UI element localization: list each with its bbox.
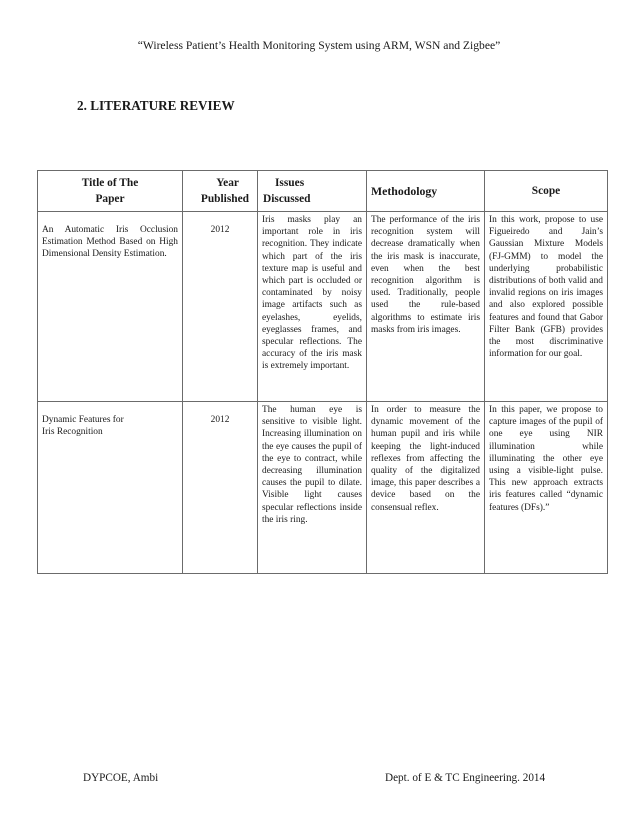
literature-review-table: [37, 170, 608, 574]
running-header: “Wireless Patient’s Health Monitoring System using ARM, WSN and Zigbee”: [137, 39, 501, 52]
col-header-issues: Issues Discussed: [258, 171, 367, 212]
table-row: [38, 402, 608, 574]
section-heading: 2. LITERATURE REVIEW: [77, 98, 235, 113]
cell-title: An Automatic Iris Occlusion Estimation Method Based on High Dimensional Density Estimation.: [38, 212, 183, 402]
footer-left: DYPCOE, Ambi: [83, 772, 159, 784]
cell-year: 2012: [183, 212, 258, 402]
footer-right: Dept. of E & TC Engineering. 2014: [385, 772, 546, 784]
cell-scope: In this paper, we propose to capture images of the pupil of one eye using NIR illumination while illuminating the other eye using a visible-light pulse. This new approach extracts iris features called “dynamic features (DFs).”: [485, 402, 608, 574]
table-row: [38, 212, 608, 402]
cell-title: Dynamic Features for Iris Recognition: [38, 402, 183, 574]
cell-methodology: The performance of the iris recognition system will decrease dramatically when the iris mask is inaccurate, even when the best recognition algorithm is used. Traditionally, people used the rule-based algorithms to estimate iris masks from iris images.: [367, 212, 485, 402]
table-header-row: [38, 171, 608, 212]
col-header-scope: Scope: [485, 171, 608, 212]
cell-issues: Iris masks play an important role in iris recognition. They indicate which part of the iris texture map is useful and which part is occluded or contaminated by noisy image artifacts such as eyelashes, eyelids, eyeglasses frames, and specular reflections. The accuracy of the iris mask is extremely important.: [258, 212, 367, 402]
cell-year: 2012: [183, 402, 258, 574]
cell-issues: The human eye is sensitive to visible light. Increasing illumination on the eye causes the pupil of the eye to contract, while decreasing illumination causes the pupil to dilate. Visible light causes specular reflections inside the iris ring.: [258, 402, 367, 574]
cell-methodology: In order to measure the dynamic movement of the human pupil and iris while keeping the light-induced reflexes from affecting the quality of the digitalized image, this paper describes a device based on the consensual reflex.: [367, 402, 485, 574]
col-header-methodology: Methodology: [367, 171, 485, 212]
col-header-title: Title of The Paper: [38, 171, 183, 212]
cell-scope: In this work, propose to use Figueiredo and Jain’s Gaussian Mixture Models (FJ-GMM) to model the underlying probabilistic distributions of both valid and invalid regions on iris images and also explored possible features and found that Gabor Filter Bank (GFB) provides the most discriminative information for our goal.: [485, 212, 608, 402]
col-header-year: Year Published: [183, 171, 258, 212]
